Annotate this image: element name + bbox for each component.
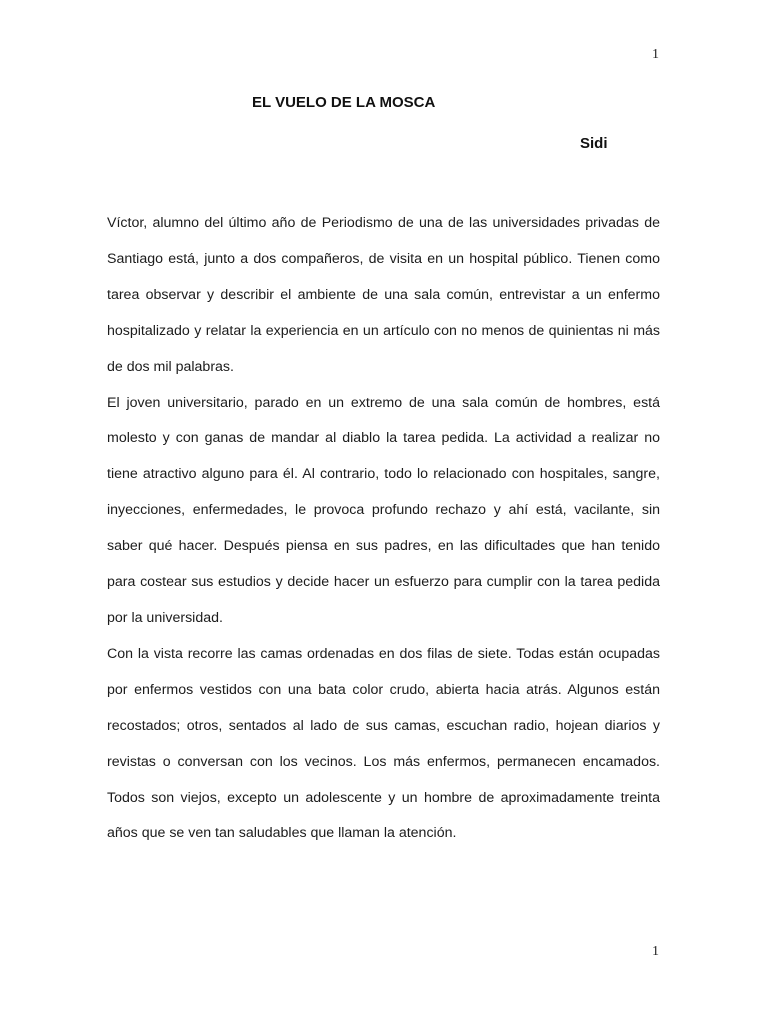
paragraph-3: Con la vista recorre las camas ordenadas en dos filas de siete. Todas están ocupadas por enfermos vestidos con una bata color crudo, abierta hacia atrás. Algunos están recostados; otros, sentados al lado de sus camas, escuchan radio, hojean diarios y revistas o conversan con los vecinos. Los más enfermos, permanecen encamados. Todos son viejos, excepto un adolescente y un hombre de aproximadamente treinta años que se ven tan saludables que llaman la atención.: [107, 645, 660, 842]
page-number-top: 1: [652, 47, 659, 62]
author-name: Sidi: [580, 135, 608, 152]
page-number-bottom: 1: [652, 944, 659, 959]
story-body: [107, 206, 660, 852]
story-title: EL VUELO DE LA MOSCA: [252, 94, 436, 111]
paragraph-2: El joven universitario, parado en un extremo de una sala común de hombres, está molesto y con ganas de mandar al diablo la tarea pedida. La actividad a realizar no tiene atractivo alguno para él. Al contrario, todo lo relacionado con hospitales, sangre, inyecciones, enfermedades, le provoca profundo rechazo y ahí está, vacilante, sin saber qué hacer. Después piensa en sus padres, en las dificultades que han tenido para costear sus estudios y decide hacer un esfuerzo para cumplir con la tarea pedida por la universidad.: [107, 394, 660, 626]
paragraph-1: Víctor, alumno del último año de Periodismo de una de las universidades privadas de Santiago está, junto a dos compañeros, de visita en un hospital público. Tienen como tarea observar y describir el ambiente de una sala común, entrevistar a un enfermo hospitalizado y relatar la experiencia en un artículo con no menos de quinientas ni más de dos mil palabras.: [107, 215, 660, 375]
